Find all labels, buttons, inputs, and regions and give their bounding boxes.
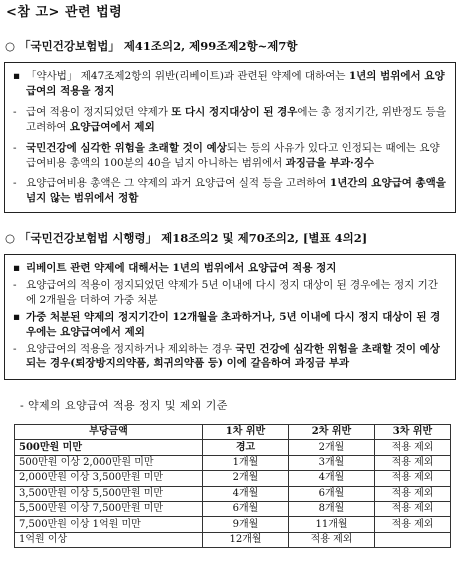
table-row xyxy=(15,517,451,532)
first-violation-cell: 2개월 xyxy=(203,471,289,486)
second-violation-cell: 8개월 xyxy=(289,501,375,516)
second-violation-cell: 적용 제외 xyxy=(289,532,375,547)
second-violation-cell: 3개월 xyxy=(289,455,375,470)
table-row xyxy=(15,501,451,516)
first-violation-cell: 6개월 xyxy=(203,501,289,516)
section2-heading: 「국민건강보험법 시행령」 제18조의2 및 제70조의2, [별표 4의2] xyxy=(19,231,368,245)
second-violation-cell: 11개월 xyxy=(289,517,375,532)
table-row xyxy=(15,471,451,486)
third-violation-cell: 적용 제외 xyxy=(375,471,451,486)
section1-heading-row xyxy=(5,38,297,54)
amount-cell: 7,500만원 이상 1억원 미만 xyxy=(15,517,203,532)
table-row xyxy=(15,486,451,501)
dash-bullet: - xyxy=(13,342,17,355)
second-violation-cell: 6개월 xyxy=(289,486,375,501)
table-row xyxy=(15,440,451,455)
page-title: <참 고> 관련 법령 xyxy=(6,5,123,20)
section1-item xyxy=(13,176,447,206)
section2-item xyxy=(13,342,447,372)
table-header-row xyxy=(15,425,451,440)
header-third-violation: 3차 위반 xyxy=(375,425,451,440)
section1-item-text: 되는 등의 사유가 있다고 인정되는 때에는 요양급여비용 총액의 100분의 40을 넘지 아니하는 범위에서 xyxy=(26,141,440,169)
amount-cell: 500만원 미만 xyxy=(15,440,203,455)
section1-item xyxy=(13,69,447,99)
section1-item-text: 또 다시 정지대상이 된 경우 xyxy=(171,105,298,118)
section2-item-text: 요양급여의 적용이 정지되었던 약제가 5년 이내에 다시 정지 대상이 된 경우에는 정지 기간에 2개월을 더하여 가중 처분 xyxy=(26,278,438,306)
suspension-criteria-table xyxy=(14,424,451,548)
third-violation-cell: 적용 제외 xyxy=(375,455,451,470)
first-violation-cell: 4개월 xyxy=(203,486,289,501)
second-violation-cell: 4개월 xyxy=(289,471,375,486)
section1-item-text: 국민건강에 심각한 위험을 초래할 것이 예상 xyxy=(26,141,227,154)
section1-item-text: 요양급여에서 제외 xyxy=(69,120,155,133)
section2-item-text: 요양급여의 적용을 정지하거나 제외하는 경우 xyxy=(26,342,236,355)
first-violation-cell: 9개월 xyxy=(203,517,289,532)
first-violation-cell: 1개월 xyxy=(203,455,289,470)
dash-bullet: - xyxy=(13,177,17,190)
section2-item-text: 가중 처분된 약제의 정지기간이 12개월을 초과하거나, 5년 이내에 다시 정지 대상이 된 경우에는 요양급여에서 제외 xyxy=(26,310,441,338)
amount-cell: 3,500만원 이상 5,500만원 미만 xyxy=(15,486,203,501)
section1-item-text: 1년간의 요양급여 총액을 넘지 않는 범위에서 정함 xyxy=(26,177,446,205)
section2-item-text: 국민 건강에 심각한 위험을 초래할 것이 예상되는 경우(퇴장방지의약품, 희귀의약품 등) 이에 갈음하여 과징금 부과 xyxy=(26,342,440,370)
section1-item-text: 과징금을 부과·징수 xyxy=(285,156,375,169)
amount-cell: 2,000만원 이상 3,500만원 미만 xyxy=(15,471,203,486)
square-bullet-icon: ▪ xyxy=(13,262,21,274)
section2-item xyxy=(13,278,447,308)
header-first-violation: 1차 위반 xyxy=(203,425,289,440)
square-bullet-icon: ▪ xyxy=(13,70,21,82)
table-caption: - 약제의 요양급여 적용 정지 및 제외 기준 xyxy=(20,399,228,412)
section1-item xyxy=(13,105,447,135)
third-violation-cell: 적용 제외 xyxy=(375,517,451,532)
circle-bullet-icon: ○ xyxy=(5,231,16,245)
dash-bullet: - xyxy=(13,141,17,154)
third-violation-cell: 적용 제외 xyxy=(375,486,451,501)
section2-box xyxy=(4,254,456,380)
amount-cell: 1억원 이상 xyxy=(15,532,203,547)
section2-heading-row xyxy=(5,230,367,246)
dash-bullet: - xyxy=(13,105,17,118)
section1-heading: 「국민건강보험법」 제41조의2, 제99조제2항~제7항 xyxy=(19,39,298,53)
section2-item xyxy=(13,310,447,340)
section2-item xyxy=(13,261,447,276)
amount-cell: 5,500만원 이상 7,500만원 미만 xyxy=(15,501,203,516)
section1-box xyxy=(4,62,456,213)
first-violation-cell: 12개월 xyxy=(203,532,289,547)
section1-item-text: 에는 총 정지기간, 위반정도 등을 고려하여 xyxy=(26,105,446,133)
section1-item-text: 「약사법」 제47조제2항의 위반(리베이트)과 관련된 약제에 대하여는 xyxy=(26,70,349,82)
first-violation-cell: 경고 xyxy=(203,440,289,455)
table-row xyxy=(15,532,451,547)
square-bullet-icon: ▪ xyxy=(13,310,21,323)
section2-item-text: 리베이트 관련 약제에 대해서는 1년의 범위에서 요양급여 적용 정지 xyxy=(26,262,337,274)
header-second-violation: 2차 위반 xyxy=(289,425,375,440)
circle-bullet-icon: ○ xyxy=(5,39,16,53)
section1-item-text: 급여 적용이 정지되었던 약제가 xyxy=(26,105,172,118)
section1-item-text: 요양급여비용 총액은 그 약제의 과거 요양급여 실적 등을 고려하여 xyxy=(26,177,330,190)
section1-item-text: 1년의 범위에서 요양급여의 적용을 정지 xyxy=(26,70,445,97)
second-violation-cell: 2개월 xyxy=(289,440,375,455)
table-row xyxy=(15,455,451,470)
third-violation-cell: 적용 제외 xyxy=(375,501,451,516)
third-violation-cell xyxy=(375,532,451,547)
third-violation-cell: 적용 제외 xyxy=(375,440,451,455)
dash-bullet: - xyxy=(13,278,17,291)
section1-item xyxy=(13,141,447,171)
header-amount: 부당금액 xyxy=(15,425,203,440)
amount-cell: 500만원 이상 2,000만원 미만 xyxy=(15,455,203,470)
